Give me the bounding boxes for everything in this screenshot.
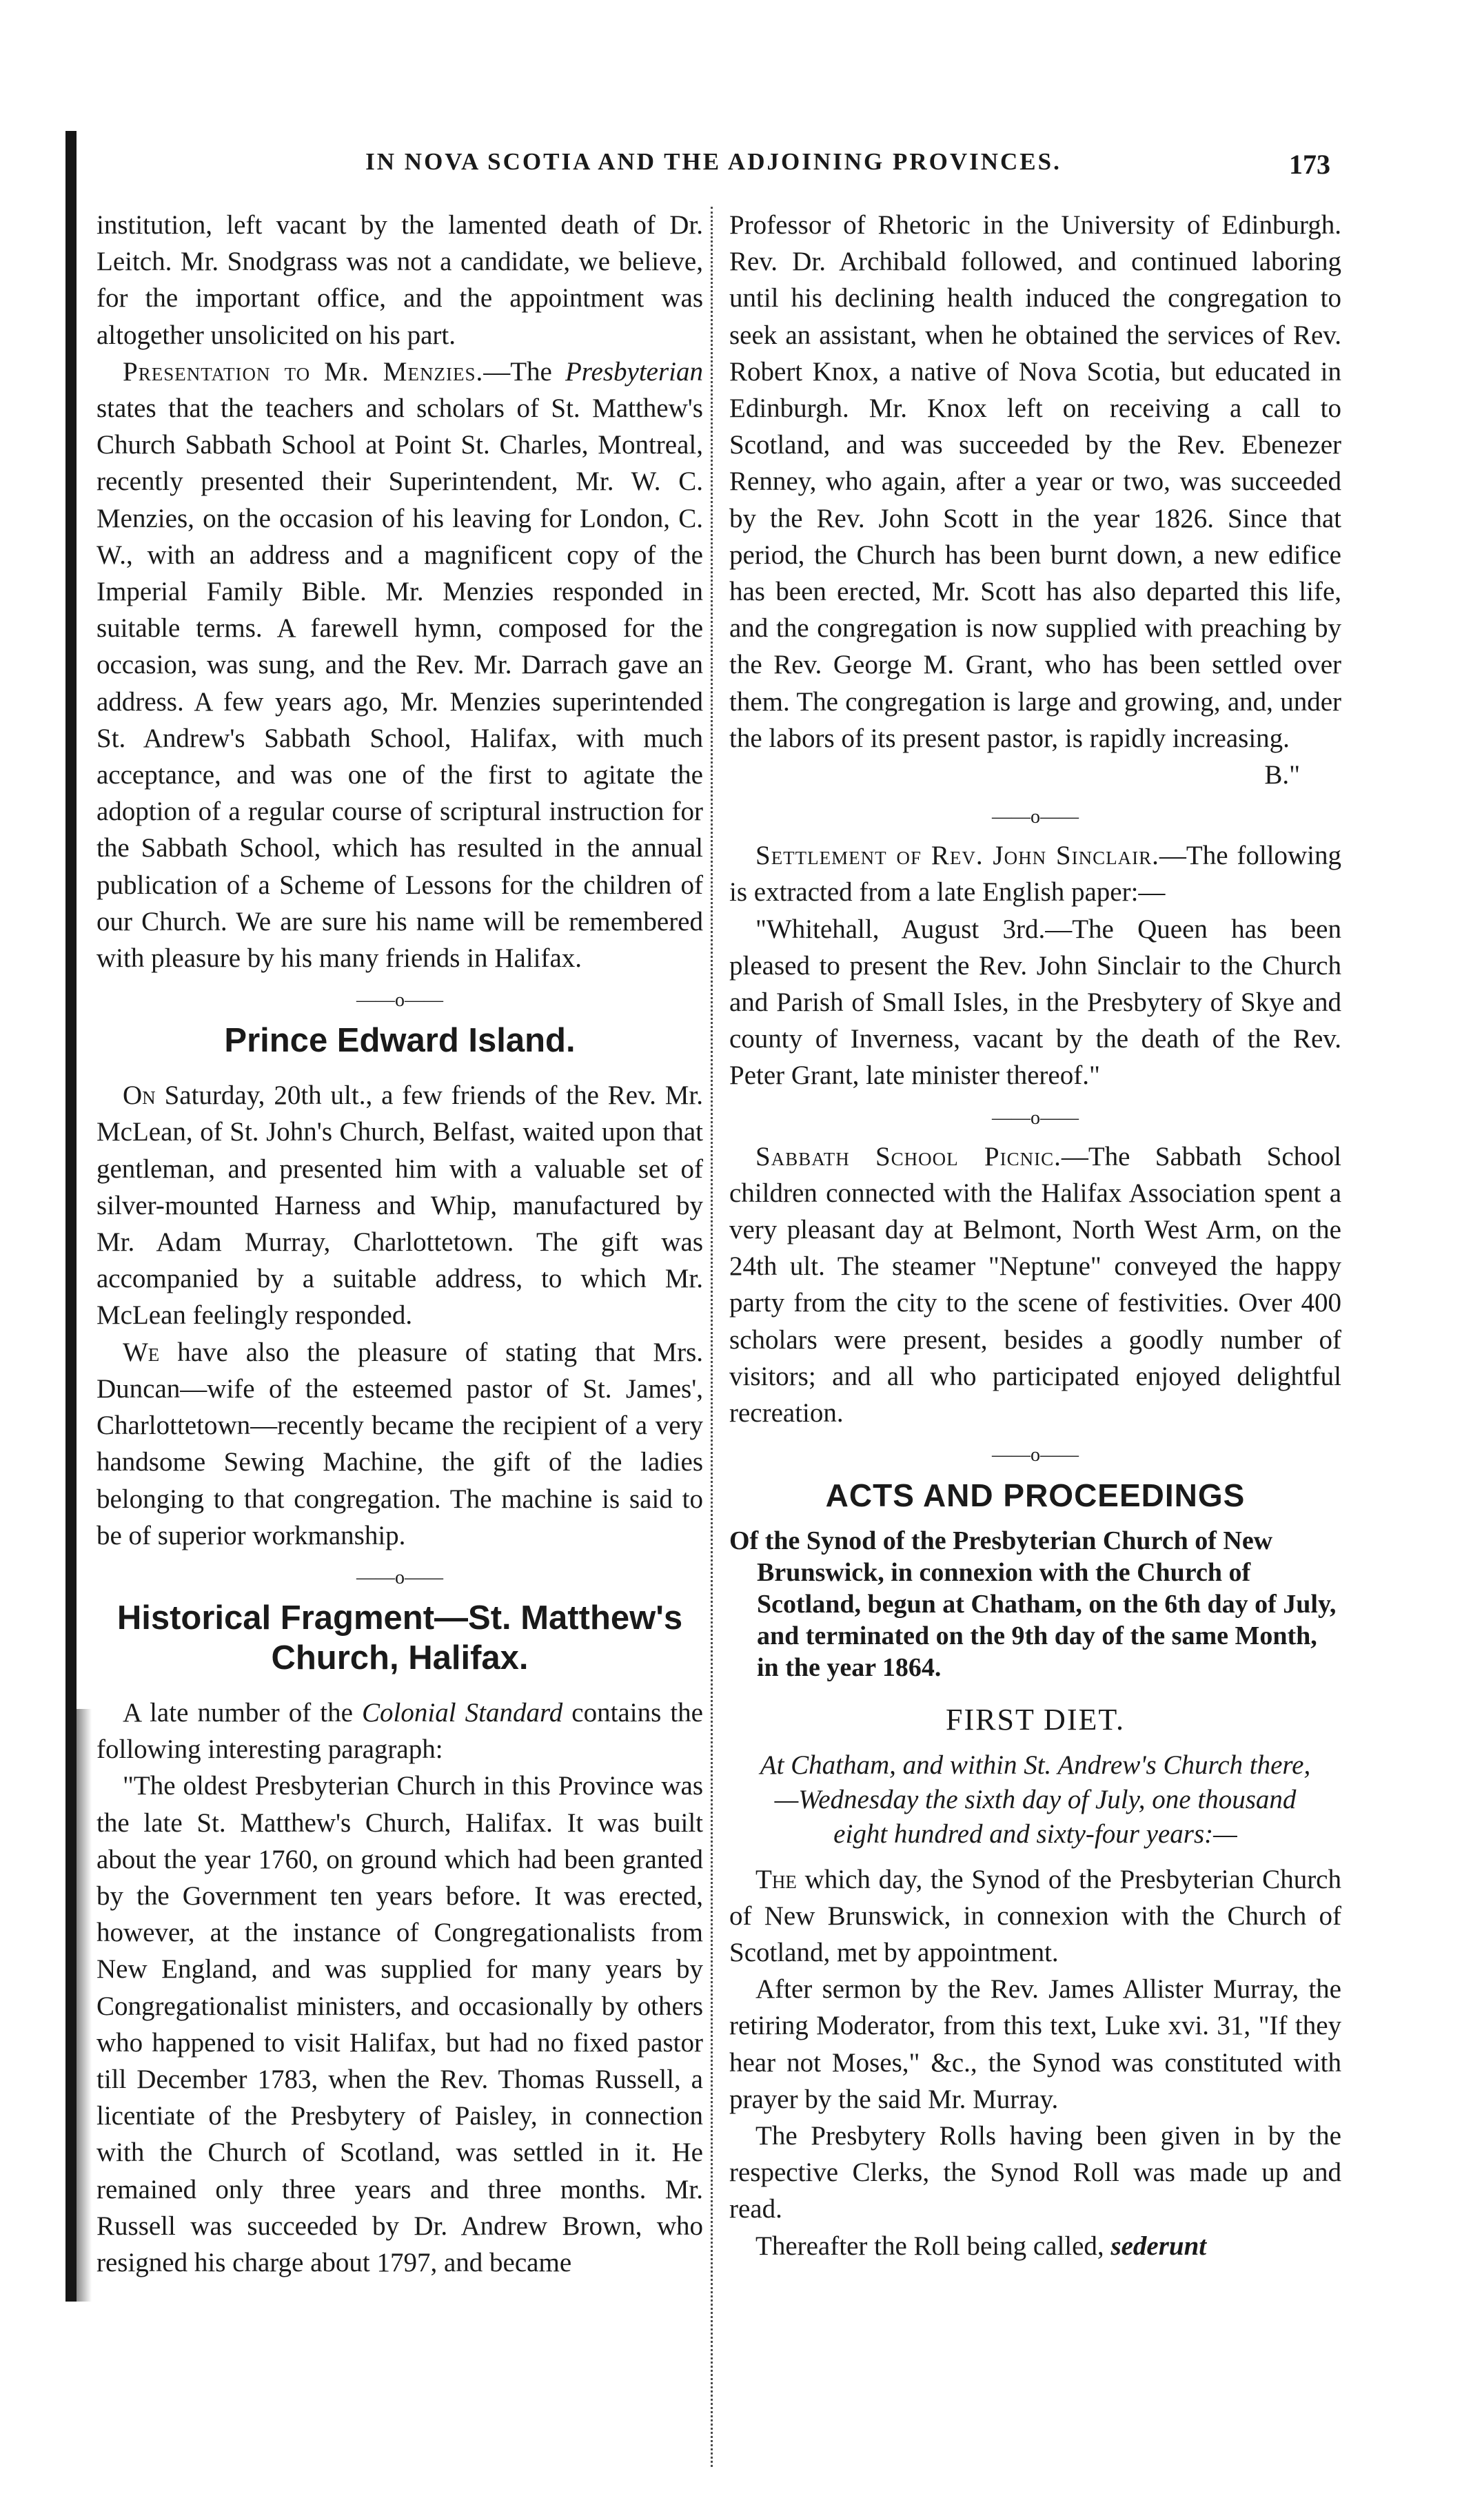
italic-word: sederunt bbox=[1110, 2231, 1207, 2261]
section-heading: Prince Edward Island. bbox=[224, 1022, 576, 1060]
paragraph-text: —The following is extracted from a late English paper:— bbox=[729, 841, 1342, 908]
picnic-paragraph bbox=[729, 1138, 1341, 1432]
presentation-paragraph bbox=[97, 354, 703, 976]
paragraph-text: states that the teachers and scholars of St. Matthew's Church Sabbath School at Point St. Charles, Montreal, recently presented their Superintendent, Mr. W. C. Menzies, on the occasion of his leaving for London, C. W., with an address and a magnificent copy of the Imperial Family Bible. Mr. Menzies responded in suitable terms. A farewell hymn, composed for the occasion, was sung, and the Rev. Mr. Darrach gave an address. A few years ago, Mr. Menzies superintended St. Andrew's Sabbath School, Halifax, with much acceptance, and was one of the first to agitate the adoption of a regular course of scriptural instruction for the Sabbath School, which has resulted in the annual publication of a Scheme of Lessons for the children of our Church. We are sure his name will be remembered with pleasure by his many friends in Halifax. bbox=[97, 393, 703, 974]
italic-title: Colonial Standard bbox=[362, 1697, 563, 1728]
quote-paragraph: "The oldest Presbyterian Church in this Province was the late St. Matthew's Church, Halifax. It was built about the year 1760, on ground which had been granted by the Government ten years before. It was erected, however, at the instance of Congregationalists from New England, and was supplied for many years by Congregationalist ministers, and occasionally by others who happened to visit Halifax, but had no fixed pastor till December 1783, when the Rev. Thomas Russell, a licentiate of the Presbytery of Paisley, in connection with the Church of Scotland, was settled in it. He remained only three years and three months. Mr. Russell was succeeded by Dr. Andrew Brown, who resigned his charge about 1797, and became bbox=[97, 1771, 703, 2277]
signature: B." bbox=[1264, 760, 1300, 790]
quote-paragraph: "Whitehall, August 3rd.—The Queen has been pleased to present the Rev. John Sinclair to the Church and Parish of Small Isles, in the Presbytery of Skye and county of Inverness, vacant by the death of the Rev. Peter Grant, late minister thereof." bbox=[729, 914, 1341, 1091]
running-title: IN NOVA SCOTIA AND THE ADJOINING PROVINCES. bbox=[365, 148, 1062, 175]
paragraph-text: Professor of Rhetoric in the University of Edinburgh. Rev. Dr. Archibald followed, and continued laboring until his declining health induced the congregation to seek an assistant, when he obtained the services of Rev. Robert Knox, a native of Nova Scotia, but educated in Edinburgh. Mr. Knox left on receiving a call to Scotland, and was succeeded by the Rev. Ebenezer Renney, who again, after a year or two, was succeeded by the Rev. John Scott in the year 1826. Since that period, the Church has been burnt down, a new edifice has been erected, Mr. Scott has also departed this life, and the congregation is now supplied with preaching by the Rev. George M. Grant, who has been settled over them. The congregation is large and growing, and, under the labors of its present pastor, is rapidly increasing. bbox=[729, 210, 1341, 753]
running-head bbox=[97, 148, 1330, 196]
diet-place: At Chatham, and within St. Andrew's Church there,—Wednesday the sixth day of July, one thousand eight hundred and sixty-four years:— bbox=[760, 1750, 1311, 1849]
column-rule bbox=[711, 207, 713, 2467]
italic-title: Presbyterian bbox=[565, 356, 703, 387]
paragraph bbox=[729, 1861, 1341, 1971]
separator: ——o—— bbox=[356, 1566, 443, 1588]
paragraph-text: have also the pleasure of stating that Mrs. Duncan—wife of the esteemed pastor of St. James', Charlottetown—recently became the recipient of a very handsome Sewing Machine, the gift of the ladies belonging to that congregation. The machine is said to be of superior workmanship. bbox=[97, 1337, 703, 1550]
section-heading: Historical Fragment—St. Matthew's Church, Halifax. bbox=[116, 1599, 683, 1677]
acts-subheading: Of the Synod of the Presbyterian Church of New Brunswick, in connexion with the Church of Scotland, begun at Chatham, on the 6th day of July, and terminated on the 9th day of the same Month, in the year 1864. bbox=[729, 1526, 1337, 1683]
paragraph bbox=[97, 1694, 703, 1768]
section-lead: Sabbath School Picnic. bbox=[755, 1141, 1062, 1171]
first-word: We bbox=[123, 1337, 160, 1367]
binding-shadow bbox=[77, 1709, 92, 2302]
acts-heading: ACTS AND PROCEEDINGS bbox=[825, 1477, 1246, 1514]
section-lead: Presentation to Mr. Menzies. bbox=[123, 356, 484, 387]
separator: ——o—— bbox=[992, 1444, 1079, 1466]
text-run: contains the following interesting paragraph: bbox=[97, 1697, 703, 1765]
paragraph bbox=[729, 207, 1341, 790]
paragraph-text: —The Sabbath School children connected with the Halifax Association spent a very pleasant day at Belmont, North West Arm, on the 24th ult. The steamer "Neptune" conveyed the happy party from the city to the scene of festivities. Over 400 scholars were present, besides a goodly number of visitors; and all who participated enjoyed delightful recreation. bbox=[729, 1141, 1341, 1428]
paragraph: After sermon by the Rev. James Allister Murray, the retiring Moderator, from this text, Luke xvi. 31, "If they hear not Moses," &c., the Synod was constituted with prayer by the said Mr. Murray. bbox=[729, 1974, 1341, 2114]
left-column bbox=[97, 207, 703, 2281]
sinclair-paragraph bbox=[729, 837, 1341, 910]
paragraph bbox=[97, 1077, 703, 1333]
paragraph-text: Saturday, 20th ult., a few friends of the Rev. Mr. McLean, of St. John's Church, Belfast, waited upon that gentleman, and presented him with a valuable set of silver-mounted Harness and Whip, manufactured by Mr. Adam Murray, Charlottetown. The gift was accompanied by a suitable address, to which Mr. McLean feelingly responded. bbox=[97, 1080, 703, 1331]
page-number: 173 bbox=[1289, 149, 1330, 180]
diet-heading: FIRST DIET. bbox=[946, 1703, 1125, 1737]
binding-edge bbox=[65, 131, 77, 2302]
paragraph: institution, left vacant by the lamented death of Dr. Leitch. Mr. Snodgrass was not a candidate, we believe, for the important office, and the appointment was altogether unsolicited on his part. bbox=[97, 210, 703, 350]
first-word: On bbox=[123, 1080, 156, 1111]
text-run: A late number of the bbox=[123, 1697, 363, 1728]
section-lead: Settlement of Rev. John Sinclair. bbox=[755, 841, 1159, 871]
paragraph: The Presbytery Rolls having been given in by the respective Clerks, the Synod Roll was made up and read. bbox=[729, 2120, 1341, 2224]
first-word: The bbox=[755, 1864, 797, 1894]
separator: ——o—— bbox=[356, 990, 443, 1012]
paragraph-text: which day, the Synod of the Presbyterian Church of New Brunswick, in connexion with the Church of Scotland, met by appointment. bbox=[729, 1864, 1341, 1967]
dash: —The bbox=[483, 356, 565, 387]
paragraph bbox=[729, 2228, 1341, 2264]
text-run: Thereafter the Roll being called, bbox=[755, 2231, 1111, 2261]
right-column bbox=[729, 207, 1341, 2264]
paragraph bbox=[97, 1334, 703, 1554]
separator: ——o—— bbox=[992, 806, 1079, 828]
separator: ——o—— bbox=[992, 1107, 1079, 1129]
